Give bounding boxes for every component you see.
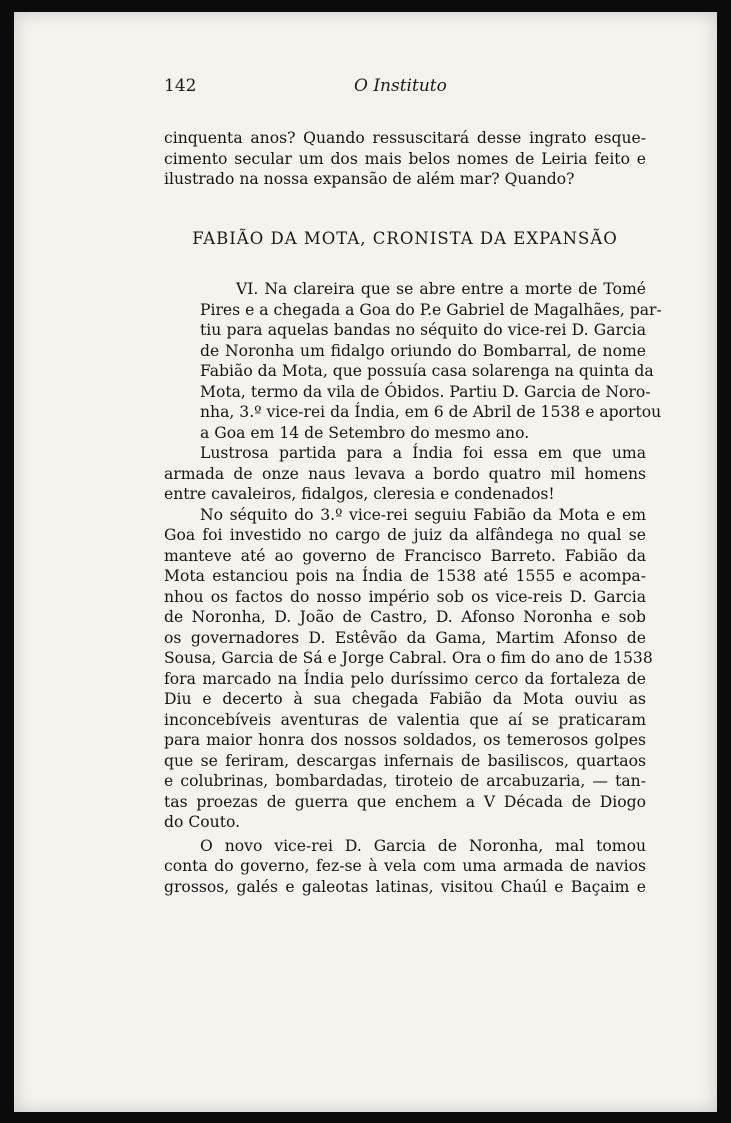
text-line: fora marcado na Índia pelo duríssimo cerco da fortaleza de <box>164 669 646 688</box>
text-line: do Couto. <box>164 813 241 831</box>
text-block <box>164 128 662 897</box>
text-line: Lustrosa partida para a Índia foi essa em que uma <box>200 444 646 462</box>
text-line: No séquito do 3.º vice-rei seguiu Fabião da Mota e em <box>200 505 646 524</box>
paragraph-sequito <box>164 505 653 833</box>
text-line: Pires e a chegada a Goa do P.e Gabriel de Magalhães, par- <box>200 300 662 319</box>
text-line: para maior honra dos nossos soldados, os temerosos golpes <box>164 731 646 749</box>
text-line: Fabião da Mota, que possuía casa solarenga na quinta da <box>200 362 654 380</box>
text-line: grossos, galés e galeotas latinas, visitou Chaúl e Baçaim e <box>164 877 646 896</box>
text-line: de Noronha, D. João de Castro, D. Afonso Noronha e sob <box>164 608 646 626</box>
text-line: tas proezas de guerra que enchem a V Década de Diogo <box>164 792 646 811</box>
text-line: cimento secular um dos mais belos nomes de Leiria feito e <box>164 149 646 168</box>
text-line: nha, 3.º vice-rei da Índia, em 6 de Abril de 1538 e aportou <box>200 403 662 421</box>
text-line: ilustrado na nossa expansão de além mar? Quando? <box>164 170 575 188</box>
text-line: tiu para aquelas bandas no séquito do vice-rei D. Garcia <box>200 321 646 339</box>
intro-paragraph <box>164 128 646 190</box>
page-number: 142 <box>164 76 197 96</box>
text-line: os governadores D. Estêvão da Gama, Martim Afonso de <box>164 628 646 647</box>
text-line: inconcebíveis aventuras de valentia que aí se praticaram <box>164 710 646 729</box>
text-line: Goa foi investido no cargo de juiz da alfândega no qual se <box>164 526 646 544</box>
text-line: Mota, termo da vila de Óbidos. Partiu D. Garcia de Noro- <box>200 382 651 401</box>
text-line: conta do governo, fez-se à vela com uma armada de navios <box>164 857 646 875</box>
text-line: Sousa, Garcia de Sá e Jorge Cabral. Ora o fim do ano de 1538 <box>164 649 653 667</box>
running-head <box>164 76 644 106</box>
text-line: entre cavaleiros, fidalgos, cleresia e condenados! <box>164 485 555 503</box>
journal-title: O Instituto <box>354 76 447 96</box>
text-line: manteve até ao governo de Francisco Barreto. Fabião da <box>164 546 646 565</box>
text-line: e colubrinas, bombardadas, tiroteio de arcabuzaria, — tan- <box>164 772 646 790</box>
section-heading: FABIÃO DA MOTA, CRONISTA DA EXPANSÃO <box>192 228 618 248</box>
paragraph-novo-vice-rei <box>164 836 646 898</box>
text-line: O novo vice-rei D. Garcia de Noronha, mal tomou <box>200 836 646 855</box>
text-line: que se feriram, descargas infernais de basiliscos, quartaos <box>164 751 646 770</box>
text-line: armada de onze naus levava a bordo quatro mil homens <box>164 464 646 483</box>
text-line: de Noronha um fidalgo oriundo do Bombarral, de nome <box>200 341 646 360</box>
text-line: cinquenta anos? Quando ressuscitará desse ingrato esque- <box>164 129 646 147</box>
text-line: a Goa em 14 de Setembro do mesmo ano. <box>200 423 530 442</box>
text-line: nhou os factos do nosso império sob os vice-reis D. Garcia <box>164 587 646 606</box>
text-line: Diu e decerto à sua chegada Fabião da Mota ouviu as <box>164 690 646 708</box>
text-line: VI. Na clareira que se abre entre a morte de Tomé <box>236 280 646 298</box>
paragraph-vi <box>164 279 662 443</box>
paragraph-lustrosa <box>164 443 646 505</box>
book-page <box>14 12 717 1112</box>
text-line: Mota estanciou pois na Índia de 1538 até 1555 e acompa- <box>164 567 646 585</box>
